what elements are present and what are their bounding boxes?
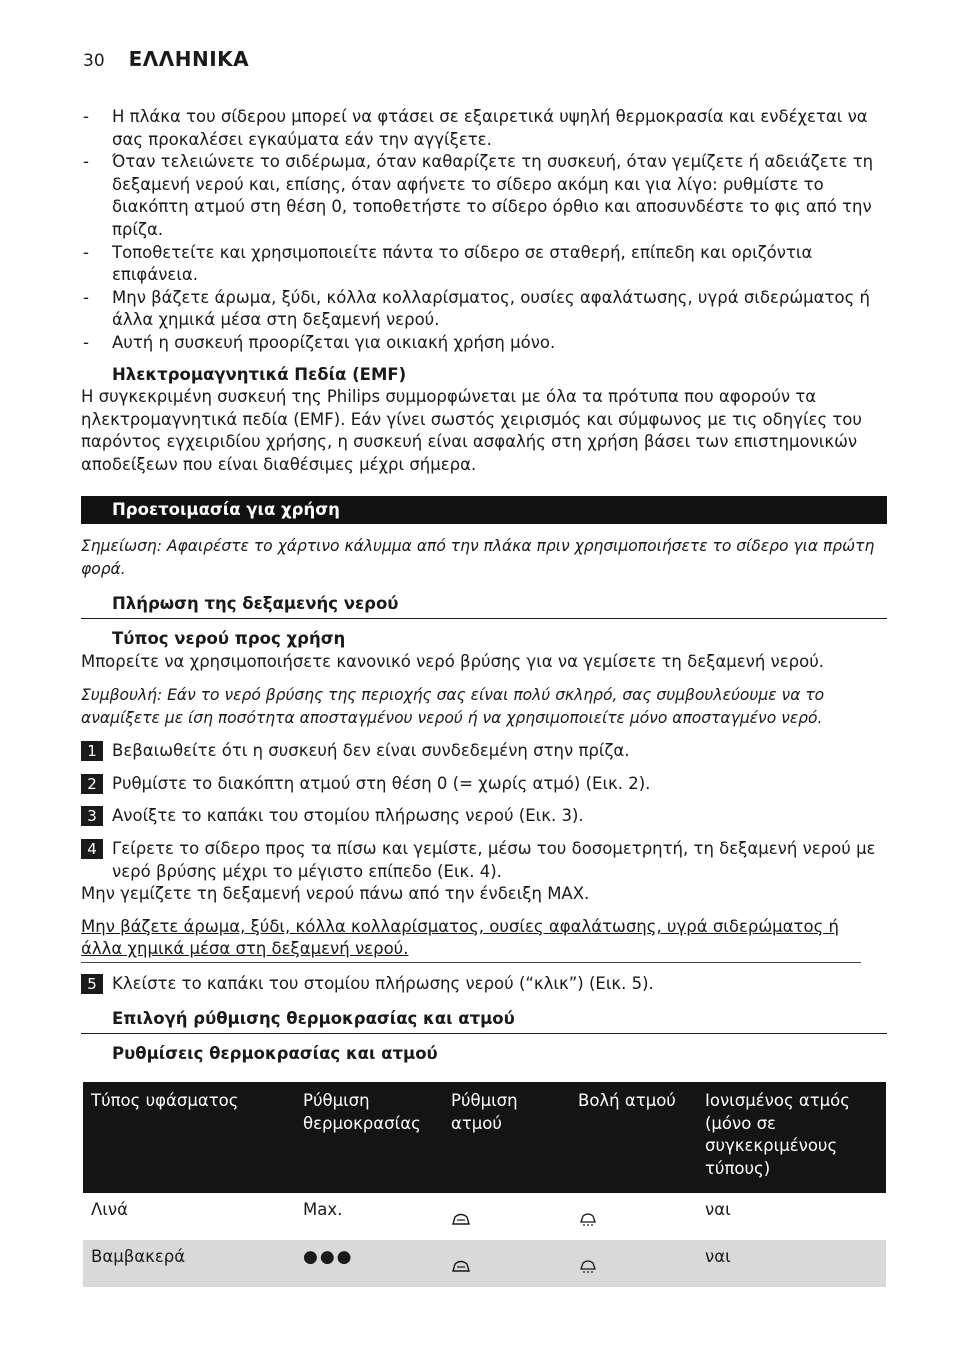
list-item: - Όταν τελειώνετε το σιδέρωμα, όταν καθαρίζετε τη συσκευή, όταν γεμίζετε ή αδειάζετε τη δεξαμενή νερού και, επίσης, όταν αφήνετε το σίδερο ακόμη και για λίγο: ρυθμίστε το διακόπτη ατμού στη θέση 0, τοποθετήστε το σίδερο όρθιο και αποσυνδέστε το φις από την πρίζα.: [83, 152, 874, 239]
fill-tank-heading: Πλήρωση της δεξαμενής νερού: [81, 593, 887, 620]
settings-table: [83, 1082, 886, 1287]
steam-setting-cell: [443, 1240, 570, 1287]
steam-shot-cell: [570, 1240, 697, 1287]
step-text: Ρυθμίστε το διακόπτη ατμού στη θέση 0 (= χωρίς ατμό) (Εικ. 2).: [112, 773, 651, 793]
steam-shot-icon: [578, 1211, 598, 1234]
step-text: Κλείστε το καπάκι του στομίου πλήρωσης νερού (“κλικ”) (Εικ. 5).: [112, 974, 654, 994]
step-number: 1: [81, 741, 103, 761]
table-row: [83, 1193, 886, 1240]
list-item: - Μην βάζετε άρωμα, ξύδι, κόλλα κολλαρίσματος, ουσίες αφαλάτωσης, υγρά σιδερώματος ή άλλα χημικά μέσα στη δεξαμενή νερού.: [83, 287, 870, 330]
step-number: 5: [81, 974, 103, 994]
list-item: - Η πλάκα του σίδερου μπορεί να φτάσει σε εξαιρετικά υψηλή θερμοκρασία και ενδέχεται να σας προκαλέσει εγκαύματα εάν την αγγίξετε.: [83, 107, 868, 149]
temperature-cell: ●●●: [295, 1240, 443, 1287]
steam-shot-cell: [570, 1193, 697, 1240]
steam-shot-icon: [578, 1258, 598, 1281]
step-number: 4: [81, 839, 103, 859]
steam-setting-cell: [443, 1193, 570, 1240]
steam-setting-icon: [451, 1211, 471, 1234]
page-number: 30: [83, 51, 105, 71]
table-header-row: [83, 1082, 886, 1193]
note-text: Σημείωση: Αφαιρέστε το χάρτινο κάλυμμα από την πλάκα πριν χρησιμοποιήσετε το σίδερο για πρώτη φορά.: [81, 536, 875, 578]
column-header: Ρύθμιση θερμοκρασίας: [295, 1082, 443, 1193]
step-number: 2: [81, 774, 103, 794]
steam-setting-icon: [451, 1258, 471, 1281]
fabric-cell: Βαμβακερά: [83, 1240, 295, 1287]
column-header: Βολή ατμού: [570, 1082, 697, 1193]
step-5: [81, 973, 887, 996]
tip-text: Συμβουλή: Εάν το νερό βρύσης της περιοχής σας είναι πολύ σκληρό, σας συμβουλεύουμε να το αναμίξετε με ίση ποσότητα αποσταγμένου νερού ή να χρησιμοποιείτε μόνο αποσταγμένο νερό.: [81, 686, 825, 728]
list-item: - Αυτή η συσκευή προορίζεται για οικιακή χρήση μόνο.: [83, 332, 556, 352]
section-title-preparation: Προετοιμασία για χρήση: [81, 496, 887, 524]
settings-heading: Ρυθμίσεις θερμοκρασίας και ατμού: [112, 1044, 438, 1064]
column-header: Ρύθμιση ατμού: [443, 1082, 570, 1193]
step-3: [81, 805, 887, 828]
page-header: [83, 47, 249, 71]
warning-list: [81, 106, 887, 355]
emf-text: Η συγκεκριμένη συσκευή της Philips συμμορφώνεται με όλα τα πρότυπα που αφορούν τα ηλεκτρομαγνητικά πεδία (EMF). Εάν γίνει σωστός χειρισμός και σύμφωνος με τις οδηγίες του παρόντος εγχειριδίου χρήσης, η συσκευή είναι ασφαλής στη χρήση βάσει των επιστημονικών αποδείξεων που είναι διαθέσιμες μέχρι σήμερα.: [81, 387, 862, 474]
table-row: [83, 1240, 886, 1287]
ionic-cell: ναι: [697, 1240, 886, 1287]
water-type-heading: Τύπος νερού προς χρήση: [112, 629, 346, 649]
chemicals-warning: Μην βάζετε άρωμα, ξύδι, κόλλα κολλαρίσματος, ουσίες αφαλάτωσης, υγρά σιδερώματος ή άλλα χημικά μέσα στη δεξαμενή νερού.: [81, 916, 861, 963]
temperature-cell: Max.: [303, 1200, 343, 1220]
fabric-cell: Λινά: [91, 1200, 128, 1220]
emf-heading: Ηλεκτρομαγνητικά Πεδία (EMF): [112, 364, 407, 384]
step-4: [81, 838, 887, 883]
ionic-cell: ναι: [705, 1200, 731, 1220]
column-header: Τύπος υφάσματος: [83, 1082, 295, 1193]
step-text: Γείρετε το σίδερο προς τα πίσω και γεμίστε, μέσω του δοσομετρητή, τη δεξαμενή νερού με νερό βρύσης μέχρι το μέγιστο επίπεδο (Εικ. 4).: [112, 839, 876, 881]
step-number: 3: [81, 806, 103, 826]
column-header: Ιονισμένος ατμός (μόνο σε συγκεκριμένους τύπους): [697, 1082, 886, 1193]
page-content: [81, 106, 887, 1066]
language-title: ΕΛΛΗΝΙΚΑ: [128, 47, 250, 71]
step-1: [81, 740, 887, 763]
step-text: Ανοίξτε το καπάκι του στομίου πλήρωσης νερού (Εικ. 3).: [112, 806, 584, 826]
list-item: - Τοποθετείτε και χρησιμοποιείτε πάντα το σίδερο σε σταθερή, επίπεδη και οριζόντια επιφάνεια.: [83, 242, 813, 285]
temperature-selection-heading: Επιλογή ρύθμισης θερμοκρασίας και ατμού: [81, 1008, 887, 1035]
step-text: Βεβαιωθείτε ότι η συσκευή δεν είναι συνδεδεμένη στην πρίζα.: [112, 741, 630, 761]
max-note: Μην γεμίζετε τη δεξαμενή νερού πάνω από την ένδειξη MAX.: [81, 884, 590, 904]
water-type-text: Μπορείτε να χρησιμοποιήσετε κανονικό νερό βρύσης για να γεμίσετε τη δεξαμενή νερού.: [81, 651, 825, 671]
step-2: [81, 773, 887, 796]
